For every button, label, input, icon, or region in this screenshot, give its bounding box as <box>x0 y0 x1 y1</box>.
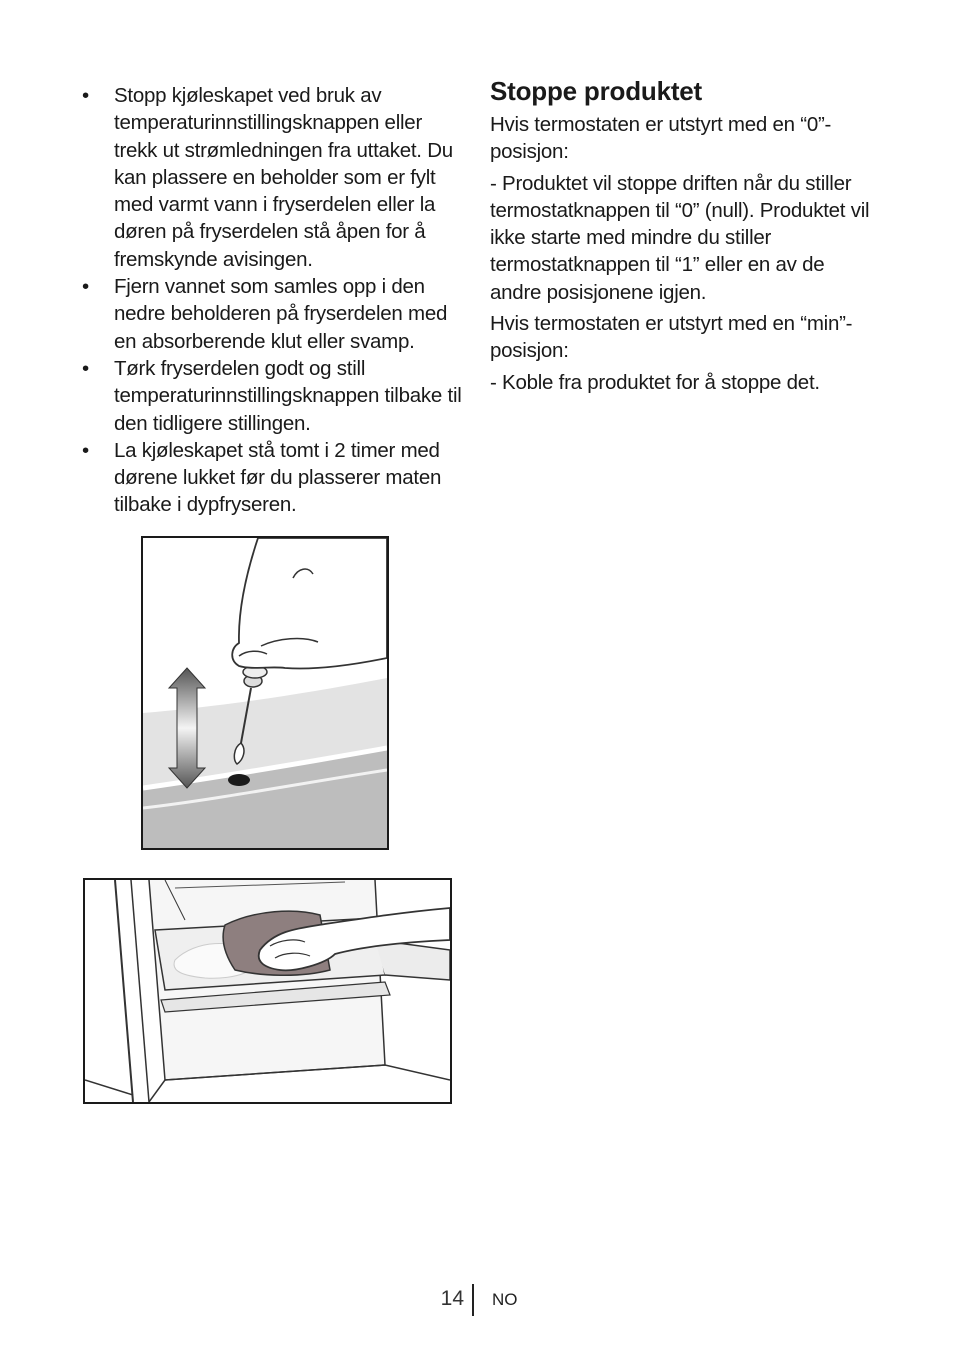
bullet-glyph: • <box>82 356 89 380</box>
paragraph: - Koble fra produktet for å stoppe det. <box>490 370 820 394</box>
bullet-glyph: • <box>82 275 89 299</box>
bullet-text: Tørk fryserdelen godt og still temperaturinnstillingsknappen tilbake til den tidligere stillingen. <box>114 356 462 435</box>
right-column <box>490 74 880 400</box>
bullet-text: La kjøleskapet stå tomt i 2 timer med dørene lukket før du plasserer maten tilbake i dypfryseren. <box>114 438 442 517</box>
wiping-freezer-illustration <box>83 878 452 1104</box>
language-code: NO <box>492 1290 518 1309</box>
list-item <box>82 355 467 437</box>
list-item <box>82 273 467 355</box>
left-column <box>82 82 467 519</box>
defrost-instructions-list <box>82 82 467 519</box>
bullet-glyph: • <box>82 84 89 107</box>
paragraph: Hvis termostaten er utstyrt med en “0”-posisjon: <box>490 113 832 164</box>
paragraph: Hvis termostaten er utstyrt med en “min”-posisjon: <box>490 312 853 363</box>
bullet-glyph: • <box>82 438 89 462</box>
bullet-text: Stopp kjøleskapet ved bruk av temperaturinnstillingsknappen eller trekk ut strømledningen fra uttaket. Du kan plassere en beholder som er fylt med varmt vann i fryserdelen eller la døren på fryserdelen stå åpen for å fremskynde avisingen. <box>114 84 453 271</box>
bullet-text: Fjern vannet som samles opp i den nedre beholderen på fryserdelen med en absorberende klut eller svamp. <box>114 275 448 353</box>
footer-divider <box>472 1284 474 1316</box>
page-number: 14 <box>440 1287 464 1310</box>
paragraph: - Produktet vil stoppe driften når du stiller termostatknappen til “0” (null). Produktet vil ikke starte med mindre du stiller termostatknappen til “1” eller en av de andre posisjonene igjen. <box>490 171 870 304</box>
page-footer <box>0 1284 954 1316</box>
section-heading: Stoppe produktet <box>490 76 703 106</box>
drain-hole-cleaning-illustration <box>141 536 389 850</box>
list-item <box>82 82 467 273</box>
list-item <box>82 437 467 519</box>
